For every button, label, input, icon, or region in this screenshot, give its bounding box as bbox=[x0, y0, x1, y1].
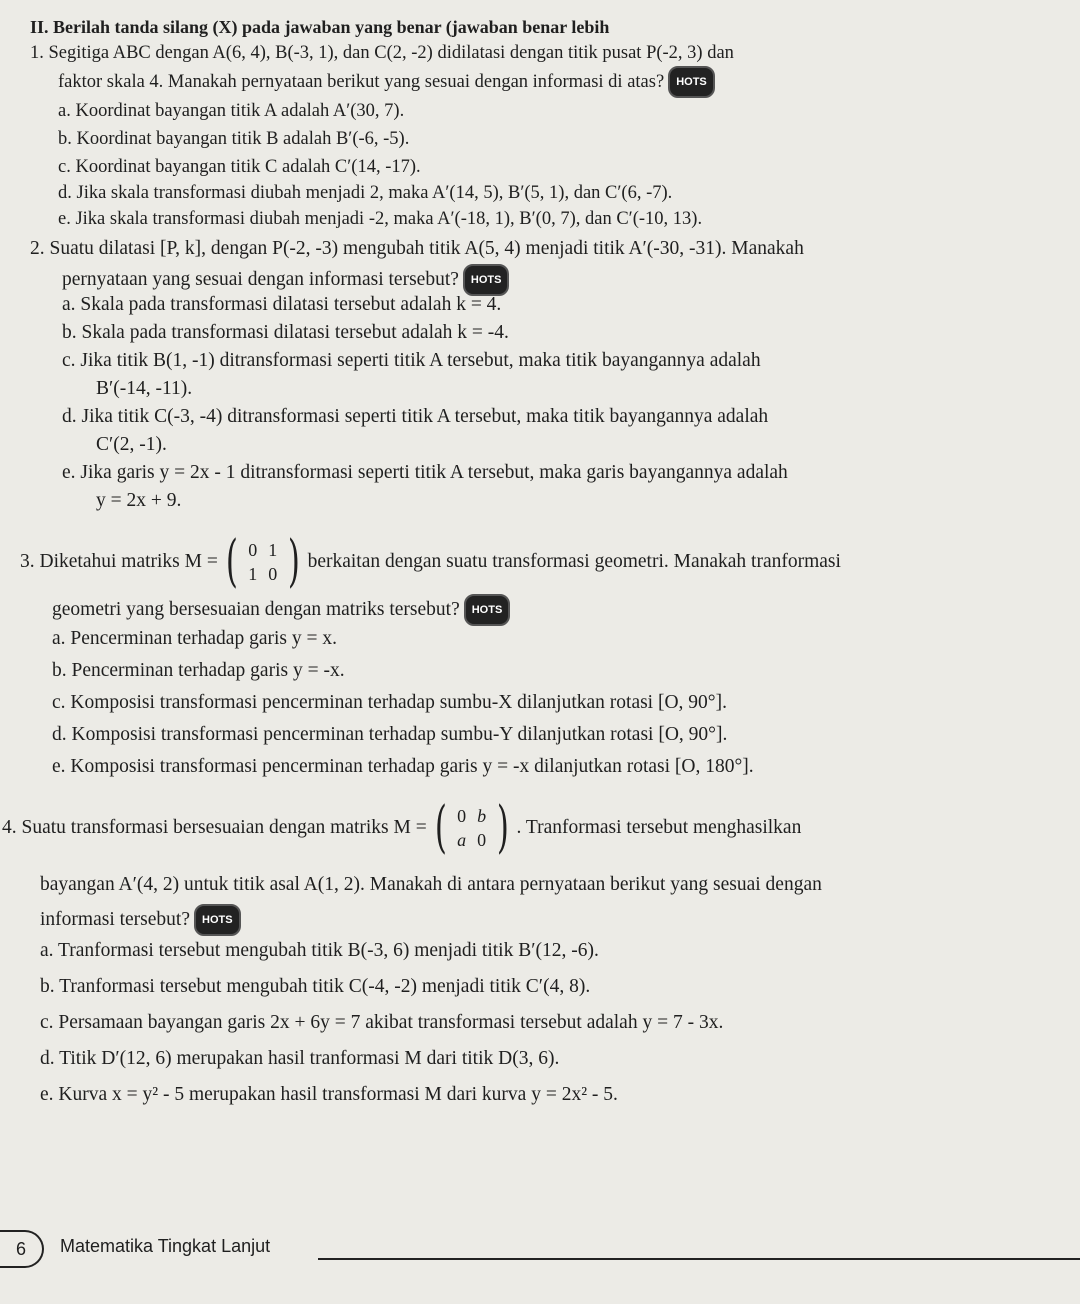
section-instruction: II. Berilah tanda silang (X) pada jawaban yang benar (jawaban benar lebih bbox=[30, 17, 610, 37]
q1-option-a[interactable]: a. Koordinat bayangan titik A adalah A′(30, 7). bbox=[58, 101, 405, 121]
q3-option-e[interactable]: e. Komposisi transformasi pencerminan terhadap garis y = -x dilanjutkan rotasi [O, 180°]. bbox=[52, 756, 754, 777]
q2-option-d-line2: C′(2, -1). bbox=[96, 434, 167, 455]
q4-option-a[interactable]: a. Tranformasi tersebut mengubah titik B(-3, 6) menjadi titik B′(12, -6). bbox=[40, 940, 599, 961]
q4-option-b[interactable]: b. Tranformasi tersebut mengubah titik C(-4, -2) menjadi titik C′(4, 8). bbox=[40, 976, 591, 997]
book-title: Matematika Tingkat Lanjut bbox=[60, 1236, 271, 1256]
matrix-m: ( 0 b a 0 ) bbox=[434, 795, 509, 860]
q2-option-d-line1[interactable]: d. Jika titik C(-3, -4) ditransformasi seperti titik A tersebut, maka titik bayangannya adalah bbox=[62, 406, 769, 427]
q1-option-c[interactable]: c. Koordinat bayangan titik C adalah C′(14, -17). bbox=[58, 157, 421, 177]
q2-option-e-line1[interactable]: e. Jika garis y = 2x - 1 ditransformasi seperti titik A tersebut, maka garis bayangannya adalah bbox=[62, 462, 788, 483]
q3-stem-line2: geometri yang bersesuaian dengan matriks tersebut? HOTS bbox=[52, 594, 510, 626]
q3-option-d[interactable]: d. Komposisi transformasi pencerminan terhadap sumbu-Y dilanjutkan rotasi [O, 90°]. bbox=[52, 724, 728, 745]
q2-option-a[interactable]: a. Skala pada transformasi dilatasi tersebut adalah k = 4. bbox=[62, 294, 502, 315]
q4-option-d[interactable]: d. Titik D′(12, 6) merupakan hasil tranformasi M dari titik D(3, 6). bbox=[40, 1048, 560, 1069]
q4-stem-line1: 4. Suatu transformasi bersesuaian dengan matriks M = ( 0 b a 0 ) . Tranformasi tersebut menghasilkan bbox=[2, 795, 802, 860]
q3-option-c[interactable]: c. Komposisi transformasi pencerminan terhadap sumbu-X dilanjutkan rotasi [O, 90°]. bbox=[52, 692, 727, 713]
page-number: 6 bbox=[0, 1230, 44, 1268]
q2-option-c-line1[interactable]: c. Jika titik B(1, -1) ditransformasi seperti titik A tersebut, maka titik bayangannya adalah bbox=[62, 350, 761, 371]
q3-stem-line1: 3. Diketahui matriks M = ( 0 1 1 0 ) berkaitan dengan suatu transformasi geometri. Manakah tranformasi bbox=[20, 529, 841, 594]
hots-badge: HOTS bbox=[668, 66, 715, 98]
q4-stem-line3: informasi tersebut? HOTS bbox=[40, 904, 241, 936]
hots-badge: HOTS bbox=[194, 904, 241, 936]
q1-option-e[interactable]: e. Jika skala transformasi diubah menjadi -2, maka A′(-18, 1), B′(0, 7), dan C′(-10, 13). bbox=[58, 209, 703, 229]
q1-option-d[interactable]: d. Jika skala transformasi diubah menjadi 2, maka A′(14, 5), B′(5, 1), dan C′(6, -7). bbox=[58, 183, 673, 203]
q3-option-a[interactable]: a. Pencerminan terhadap garis y = x. bbox=[52, 628, 337, 649]
q2-stem-line1: 2. Suatu dilatasi [P, k], dengan P(-2, -3) mengubah titik A(5, 4) menjadi titik A′(-30, -31). Manakah bbox=[30, 238, 804, 259]
q1-option-b[interactable]: b. Koordinat bayangan titik B adalah B′(-6, -5). bbox=[58, 129, 410, 149]
matrix-m: ( 0 1 1 0 ) bbox=[225, 529, 300, 594]
q4-stem-line2: bayangan A′(4, 2) untuk titik asal A(1, 2). Manakah di antara pernyataan berikut yang sesuai dengan bbox=[40, 874, 822, 895]
hots-badge: HOTS bbox=[463, 264, 510, 296]
q2-option-b[interactable]: b. Skala pada transformasi dilatasi tersebut adalah k = -4. bbox=[62, 322, 509, 343]
q4-option-c[interactable]: c. Persamaan bayangan garis 2x + 6y = 7 akibat transformasi tersebut adalah y = 7 - 3x. bbox=[40, 1012, 724, 1033]
q2-option-e-line2: y = 2x + 9. bbox=[96, 490, 182, 511]
q2-option-c-line2: B′(-14, -11). bbox=[96, 378, 193, 399]
footer-rule bbox=[318, 1258, 1080, 1260]
q1-stem-line2: faktor skala 4. Manakah pernyataan berikut yang sesuai dengan informasi di atas? HOTS bbox=[58, 66, 715, 98]
q4-option-e[interactable]: e. Kurva x = y² - 5 merupakan hasil transformasi M dari kurva y = 2x² - 5. bbox=[40, 1084, 618, 1105]
q1-stem-line1: 1. Segitiga ABC dengan A(6, 4), B(-3, 1), dan C(2, -2) didilatasi dengan titik pusat P(-2, 3) dan bbox=[30, 43, 734, 63]
q2-stem-line2: pernyataan yang sesuai dengan informasi tersebut? HOTS bbox=[62, 264, 509, 296]
hots-badge: HOTS bbox=[464, 594, 511, 626]
q3-option-b[interactable]: b. Pencerminan terhadap garis y = -x. bbox=[52, 660, 345, 681]
